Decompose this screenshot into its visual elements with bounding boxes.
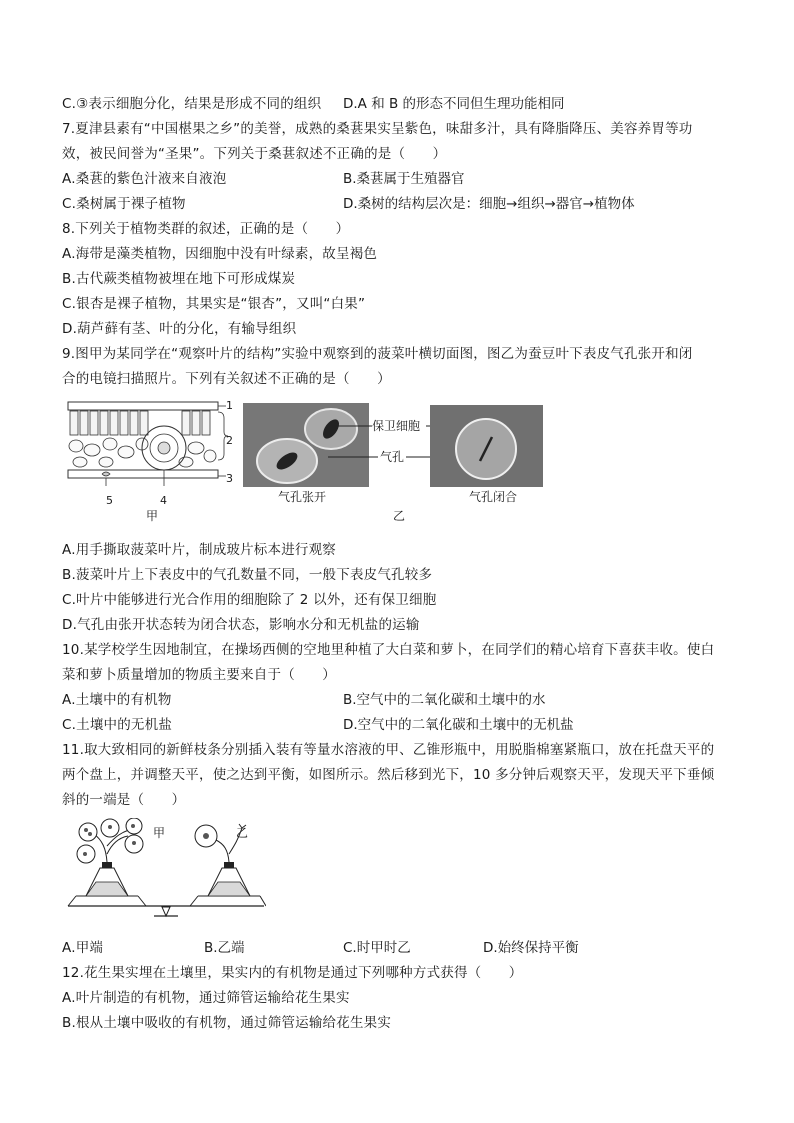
figure-yi-label: 乙 bbox=[393, 509, 406, 523]
q8-option-c: C.银杏是裸子植物，其果实是“银杏”，又叫“白果” bbox=[62, 296, 366, 312]
leaf-label-3: 3 bbox=[226, 472, 233, 485]
leaf-label-5: 5 bbox=[106, 494, 113, 507]
q12-option-a: A.叶片制造的有机物，通过筛管运输给花生果实 bbox=[62, 990, 350, 1006]
q7-option-c: C.桑树属于裸子植物 bbox=[62, 196, 186, 212]
q11-option-c: C.时甲时乙 bbox=[343, 940, 411, 956]
q10-option-a: A.土壤中的有机物 bbox=[62, 692, 172, 708]
q9-option-c: C.叶片中能够进行光合作用的细胞除了 2 以外，还有保卫细胞 bbox=[62, 592, 437, 608]
q7-option-d: D.桑树的结构层次是：细胞→组织→器官→植物体 bbox=[343, 196, 635, 212]
q8-option-d: D.葫芦藓有茎、叶的分化，有输导组织 bbox=[62, 321, 297, 337]
q8-option-a: A.海带是藻类植物，因细胞中没有叶绿素，故呈褐色 bbox=[62, 246, 378, 262]
q9-stem-line1: 9.图甲为某同学在“观察叶片的结构”实验中观察到的菠菜叶横切面图，图乙为蚕豆叶下表皮气孔张开和闭 bbox=[62, 346, 693, 362]
q7-stem-line2: 效，被民间誉为“圣果”。下列关于桑葚叙述不正确的是（ ） bbox=[62, 146, 447, 162]
leaf-label-4: 4 bbox=[160, 494, 167, 507]
q11-option-a: A.甲端 bbox=[62, 940, 104, 956]
leaf-cross-section-figure bbox=[66, 398, 238, 488]
q10-stem-line1: 10.某学校学生因地制宜，在操场西侧的空地里种植了大白菜和萝卜，在同学们的精心培育下喜获丰收。使白 bbox=[62, 642, 715, 658]
q9-option-a: A.用手撕取菠菜叶片，制成玻片标本进行观察 bbox=[62, 542, 336, 558]
q11-option-d: D.始终保持平衡 bbox=[483, 940, 579, 956]
q11-stem-line1: 11.取大致相同的新鲜枝条分别插入装有等量水溶液的甲、乙锥形瓶中，用脱脂棉塞紧瓶口，放在托盘天平的 bbox=[62, 742, 715, 758]
q7-option-a: A.桑葚的紫色汁液来自液泡 bbox=[62, 171, 227, 187]
stoma-open-caption: 气孔张开 bbox=[278, 490, 327, 504]
q6-option-c: C.③表示细胞分化，结果是形成不同的组织 bbox=[62, 96, 322, 112]
q9-stem-line2: 合的电镜扫描照片。下列有关叙述不正确的是（ ） bbox=[62, 371, 391, 387]
leaf-cross-section-drawing bbox=[66, 398, 238, 488]
q8-option-b: B.古代蕨类植物被埋在地下可形成煤炭 bbox=[62, 271, 296, 287]
stoma-label: 气孔 bbox=[380, 450, 405, 464]
flask-jia-label: 甲 bbox=[153, 826, 166, 840]
q11-stem-line2: 两个盘上，并调整天平，使之达到平衡，如图所示。然后移到光下，10 多分钟后观察天平，发现天平下垂倾 bbox=[62, 767, 715, 783]
stoma-closed-caption: 气孔闭合 bbox=[469, 490, 518, 504]
q10-option-b: B.空气中的二氧化碳和土壤中的水 bbox=[343, 692, 546, 708]
leaf-label-1: 1 bbox=[226, 399, 233, 412]
figure-jia-label: 甲 bbox=[146, 509, 159, 523]
q8-stem: 8.下列关于植物类群的叙述，正确的是（ ） bbox=[62, 221, 350, 237]
q10-stem-line2: 菜和萝卜质量增加的物质主要来自于（ ） bbox=[62, 667, 336, 683]
guard-cell-label: 保卫细胞 bbox=[372, 419, 421, 433]
q7-stem-line1: 7.夏津县素有“中国椹果之乡”的美誉，成熟的桑葚果实呈紫色，味甜多汁，具有降脂降压、美容养胃等功 bbox=[62, 121, 693, 137]
stoma-closed-drawing bbox=[430, 405, 543, 487]
q9-option-d: D.气孔由张开状态转为闭合状态，影响水分和无机盐的运输 bbox=[62, 617, 420, 633]
q11-option-b: B.乙端 bbox=[204, 940, 245, 956]
q10-option-d: D.空气中的二氧化碳和土壤中的无机盐 bbox=[343, 717, 574, 733]
q11-stem-line3: 斜的一端是（ ） bbox=[62, 792, 186, 808]
q10-option-c: C.土壤中的无机盐 bbox=[62, 717, 173, 733]
q12-stem: 12.花生果实埋在土壤里，果实内的有机物是通过下列哪种方式获得（ ） bbox=[62, 965, 523, 981]
stoma-closed-micrograph bbox=[430, 405, 543, 487]
flask-yi-label: 乙 bbox=[236, 826, 249, 840]
q9-option-b: B.菠菜叶片上下表皮中的气孔数量不同，一般下表皮气孔较多 bbox=[62, 567, 433, 583]
q7-option-b: B.桑葚属于生殖器官 bbox=[343, 171, 465, 187]
q6-option-d: D.A 和 B 的形态不同但生理功能相同 bbox=[343, 96, 565, 112]
q12-option-b: B.根从土壤中吸收的有机物，通过筛管运输给花生果实 bbox=[62, 1015, 392, 1031]
leaf-label-2: 2 bbox=[226, 434, 233, 447]
